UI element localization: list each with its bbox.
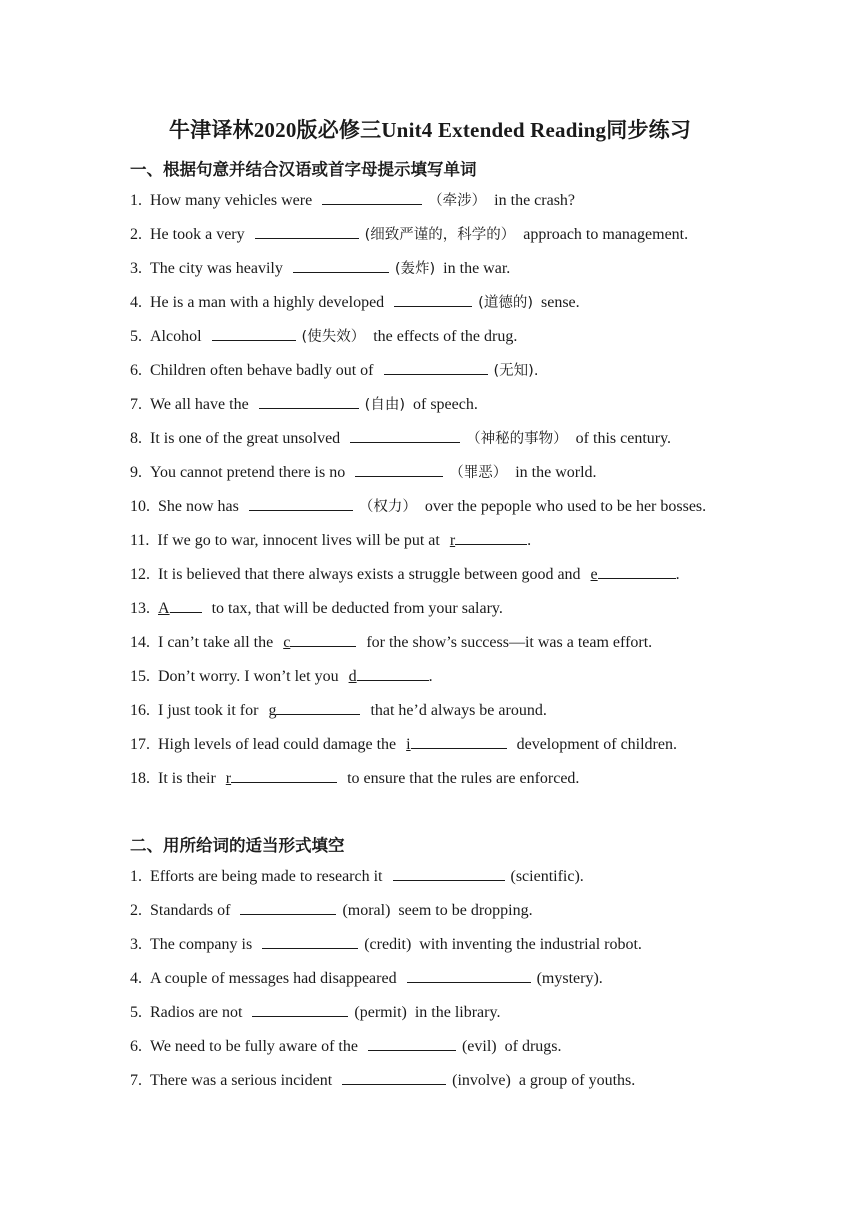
word-hint: （罪恶） [449, 465, 508, 481]
word-hint: (自由) [364, 397, 405, 413]
initial-letter-blank[interactable] [349, 668, 429, 685]
question-text-end: to tax, that will be deducted from your salary. [211, 600, 503, 617]
question-number: 16. [130, 702, 150, 719]
question-text: If we go to war, innocent lives will be put at [157, 532, 440, 549]
word-hint: (无知). [493, 363, 539, 379]
question-number: 4. [130, 970, 142, 987]
answer-blank[interactable] [249, 496, 353, 511]
question-text: How many vehicles were [150, 192, 313, 209]
question-text-end: in the world. [515, 464, 597, 481]
question-item [130, 496, 706, 518]
answer-blank[interactable] [259, 394, 359, 409]
question-text-end: approach to management. [523, 226, 689, 243]
question-text: A couple of messages had disappeared [150, 970, 397, 987]
question-number: 3. [130, 936, 142, 953]
answer-blank[interactable] [394, 292, 472, 307]
answer-blank[interactable] [393, 866, 505, 881]
question-number: 1. [130, 192, 142, 209]
question-text: She now has [158, 498, 239, 515]
question-number: 5. [130, 1004, 142, 1021]
question-item [130, 1002, 500, 1024]
answer-blank[interactable] [368, 1036, 456, 1051]
question-number: 13. [130, 600, 150, 617]
question-item [130, 934, 642, 956]
answer-blank[interactable] [262, 934, 358, 949]
question-number: 2. [130, 226, 142, 243]
initial-letter: r [225, 770, 232, 787]
question-number: 7. [130, 1072, 142, 1089]
initial-letter-blank[interactable] [591, 566, 676, 583]
question-number: 14. [130, 634, 150, 651]
question-text: You cannot pretend there is no [150, 464, 346, 481]
answer-blank[interactable] [252, 1002, 348, 1017]
question-text-end: to ensure that the rules are enforced. [347, 770, 580, 787]
question-item [130, 258, 510, 280]
answer-blank[interactable] [598, 564, 676, 579]
question-item [130, 598, 503, 620]
question-number: 2. [130, 902, 142, 919]
document-title: 牛津译林2020版必修三Unit4 Extended Reading同步练习 [168, 118, 692, 142]
question-item [130, 900, 533, 922]
question-text: He is a man with a highly developed [150, 294, 385, 311]
question-item [130, 968, 603, 990]
question-text-end: that he’d always be around. [370, 702, 547, 719]
question-text-end: over the pepople who used to be her bosses. [424, 498, 707, 515]
question-item [130, 666, 433, 688]
word-hint: （牵涉） [428, 193, 487, 209]
word-hint: (细致严谨的，科学的） [364, 227, 516, 243]
answer-blank[interactable] [293, 258, 389, 273]
answer-blank[interactable] [407, 968, 531, 983]
word-hint: (使失效） [301, 329, 366, 345]
question-number: 9. [130, 464, 142, 481]
question-text-end: in the crash? [494, 192, 576, 209]
word-hint: (道德的) [478, 295, 533, 311]
answer-blank[interactable] [342, 1070, 446, 1085]
question-text-end: for the show’s success—it was a team effort. [366, 634, 653, 651]
initial-letter: e [590, 566, 598, 583]
section-1-heading: 一、根据句意并结合汉语或首字母提示填写单词 [130, 160, 477, 179]
answer-blank[interactable] [455, 530, 527, 545]
answer-blank[interactable] [350, 428, 460, 443]
question-number: 8. [130, 430, 142, 447]
question-text-end: with inventing the industrial robot. [419, 936, 642, 953]
question-item [130, 190, 575, 212]
question-item [130, 224, 688, 246]
question-item [130, 1070, 635, 1092]
answer-blank[interactable] [411, 734, 507, 749]
question-text: Standards of [150, 902, 231, 919]
question-number: 17. [130, 736, 150, 753]
question-text: I can’t take all the [158, 634, 274, 651]
question-text: I just took it for [158, 702, 259, 719]
question-text: It is believed that there always exists a struggle between good and [158, 566, 581, 583]
word-hint: （权力） [358, 499, 417, 515]
question-text: Don’t worry. I won’t let you [158, 668, 339, 685]
word-hint: (permit) [354, 1004, 407, 1021]
question-item [130, 700, 547, 722]
initial-letter-blank[interactable] [158, 600, 202, 617]
word-hint: (moral) [342, 902, 391, 919]
question-text-end: development of children. [516, 736, 677, 753]
question-text: Alcohol [150, 328, 202, 345]
question-text-end: . [527, 532, 532, 549]
question-text-end: in the war. [443, 260, 511, 277]
question-text: Children often behave badly out of [150, 362, 374, 379]
answer-blank[interactable] [240, 900, 336, 915]
initial-letter: d [348, 668, 357, 685]
question-text-end: sense. [541, 294, 580, 311]
question-text-end: of speech. [413, 396, 478, 413]
initial-letter: c [283, 634, 291, 651]
initial-letter: r [449, 532, 456, 549]
question-number: 6. [130, 1038, 142, 1055]
question-text: High levels of lead could damage the [158, 736, 397, 753]
question-item [130, 326, 517, 348]
question-item [130, 866, 584, 888]
question-text: We all have the [150, 396, 249, 413]
question-text: Efforts are being made to research it [150, 868, 383, 885]
question-item [130, 530, 531, 552]
word-hint: (involve) [452, 1072, 511, 1089]
word-hint: (轰炸) [394, 261, 436, 277]
question-number: 7. [130, 396, 142, 413]
word-hint: (scientific). [510, 868, 584, 885]
answer-blank[interactable] [255, 224, 359, 239]
initial-letter: g [268, 702, 277, 719]
question-number: 5. [130, 328, 142, 345]
question-text: It is their [158, 770, 216, 787]
question-item [130, 564, 680, 586]
answer-blank[interactable] [231, 768, 337, 783]
answer-blank[interactable] [355, 462, 443, 477]
question-text: There was a serious incident [150, 1072, 333, 1089]
answer-blank[interactable] [384, 360, 488, 375]
question-number: 3. [130, 260, 142, 277]
question-text: It is one of the great unsolved [150, 430, 341, 447]
question-text-end: in the library. [414, 1004, 501, 1021]
initial-letter-blank[interactable] [268, 702, 360, 719]
question-text: Radios are not [150, 1004, 243, 1021]
word-hint: （神秘的事物） [466, 431, 568, 447]
question-text: We need to be fully aware of the [150, 1038, 358, 1055]
question-text: He took a very [150, 226, 245, 243]
initial-letter-blank[interactable] [226, 770, 337, 787]
question-number: 15. [130, 668, 150, 685]
question-text-end: . [428, 668, 433, 685]
question-number: 6. [130, 362, 142, 379]
question-item [130, 292, 580, 314]
question-text-end: a group of youths. [518, 1072, 636, 1089]
question-number: 4. [130, 294, 142, 311]
question-text-end: of this century. [575, 430, 672, 447]
question-text-end: seem to be dropping. [398, 902, 533, 919]
initial-letter-blank[interactable] [450, 532, 527, 549]
answer-blank[interactable] [170, 598, 202, 613]
word-hint: (mystery). [536, 970, 603, 987]
answer-blank[interactable] [290, 632, 356, 647]
answer-blank[interactable] [276, 700, 360, 715]
section-2-heading: 二、用所给词的适当形式填空 [130, 836, 345, 855]
word-hint: (evil) [461, 1038, 497, 1055]
question-item [130, 632, 652, 654]
answer-blank[interactable] [212, 326, 296, 341]
question-item [130, 394, 478, 416]
question-item [130, 428, 671, 450]
question-text-end: of drugs. [504, 1038, 562, 1055]
question-item [130, 768, 579, 790]
question-text-end: . [675, 566, 680, 583]
initial-letter: i [406, 736, 411, 753]
question-item [130, 462, 597, 484]
question-number: 1. [130, 868, 142, 885]
question-text: The company is [150, 936, 253, 953]
question-item [130, 1036, 562, 1058]
initial-letter-blank[interactable] [283, 634, 356, 651]
word-hint: (credit) [364, 936, 412, 953]
question-text: The city was heavily [150, 260, 283, 277]
question-item [130, 734, 677, 756]
initial-letter-blank[interactable] [406, 736, 506, 753]
question-number: 12. [130, 566, 150, 583]
question-number: 18. [130, 770, 150, 787]
question-item [130, 360, 538, 382]
question-number: 10. [130, 498, 150, 515]
question-number: 11. [130, 532, 150, 549]
answer-blank[interactable] [357, 666, 429, 681]
question-text-end: the effects of the drug. [373, 328, 518, 345]
answer-blank[interactable] [322, 190, 422, 205]
initial-letter: A [158, 600, 170, 617]
